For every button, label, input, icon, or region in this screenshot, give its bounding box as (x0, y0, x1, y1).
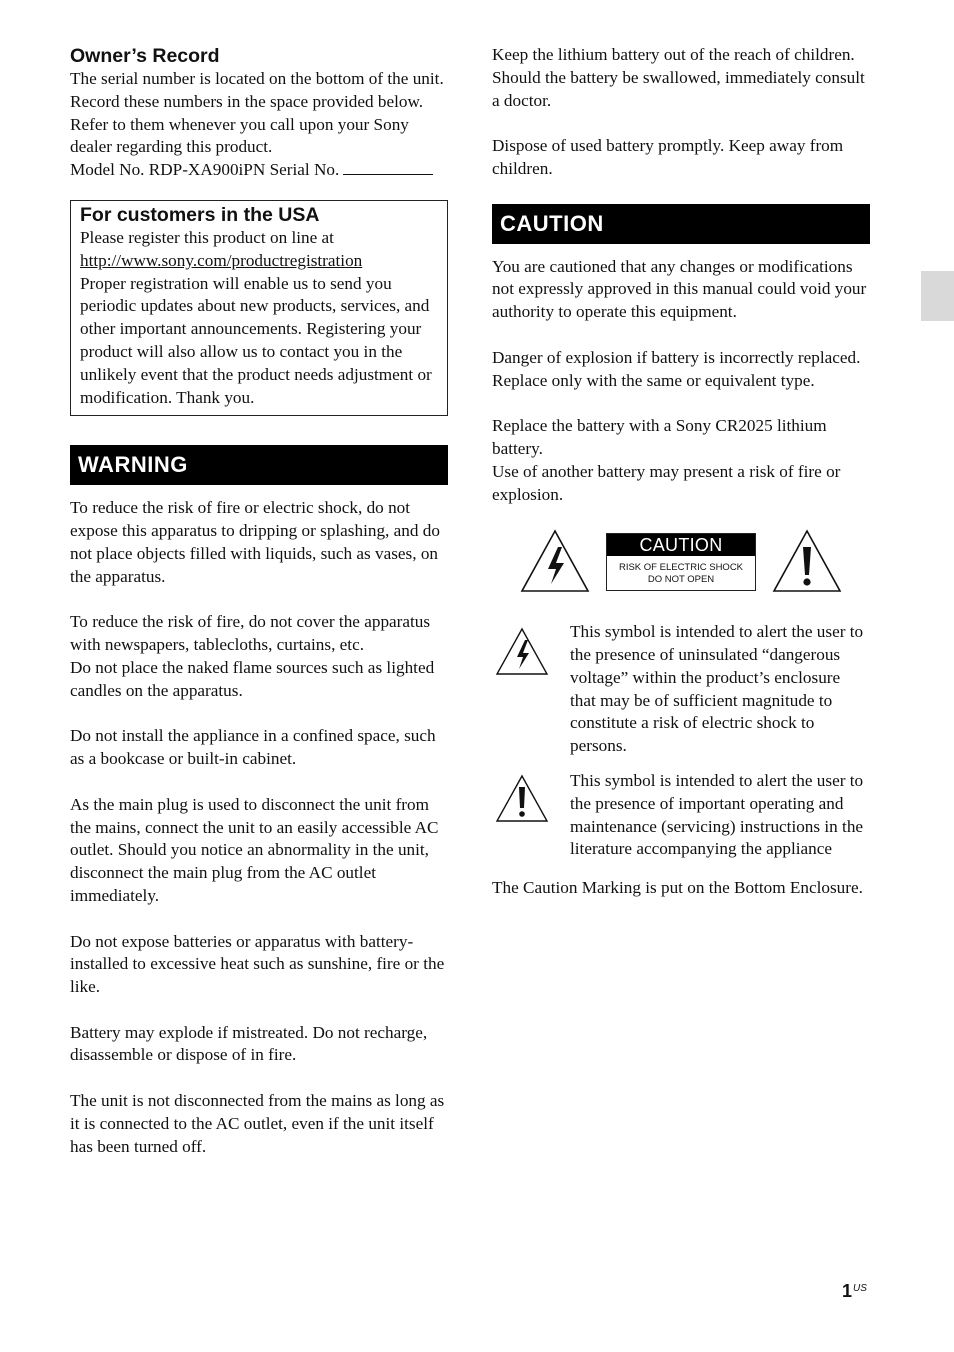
lightning-triangle-icon (495, 627, 549, 677)
exclamation-triangle-icon (495, 774, 549, 824)
warning-paragraph: Do not place the naked flame sources such as lighted candles on the apparatus. (70, 657, 435, 700)
exclamation-triangle-icon (772, 529, 842, 593)
owners-record-section (70, 44, 448, 182)
lightning-triangle-icon (520, 529, 590, 593)
right-column (492, 44, 870, 923)
warning-paragraph: The unit is not disconnected from the mains as long as it is connected to the AC outlet, even if the unit itself has been turned off. (70, 1091, 445, 1156)
section-tab (921, 271, 954, 321)
lightning-symbol-text: This symbol is intended to alert the user to the presence of uninsulated “dangerous voltage” within the product’s enclosure that may be of sufficient magnitude to constitute a risk of electric shock to persons. (570, 622, 864, 756)
page-number (842, 1281, 867, 1302)
dispose-battery-paragraph: Dispose of used battery promptly. Keep away from children. (492, 136, 844, 178)
warning-paragraph: Do not install the appliance in a confined space, such as a bookcase or built-in cabinet. (70, 726, 436, 769)
battery-children-paragraph: Keep the lithium battery out of the reach of children. Should the battery be swallowed, immediately consult a doctor. (492, 45, 865, 110)
page-number-suffix: US (853, 1283, 867, 1294)
owners-record-heading: Owner’s Record (70, 45, 220, 67)
warning-paragraph: Battery may explode if mistreated. Do not recharge, disassemble or dispose of in fire. (70, 1022, 428, 1065)
usa-customers-box (70, 200, 448, 416)
lightning-symbol-explanation (492, 621, 870, 758)
caution-banner: CAUTION (492, 204, 870, 244)
caution-paragraph: Danger of explosion if battery is incorrectly replaced. Replace only with the same or equivalent type. (492, 347, 861, 390)
serial-number-blank (343, 160, 433, 175)
model-line-text: Model No. RDP-XA900iPN Serial No. (70, 160, 340, 180)
caution-label-line2: DO NOT OPEN (647, 573, 715, 585)
caution-paragraph: Replace the battery with a Sony CR2025 lithium battery. (492, 416, 827, 458)
warning-paragraph: Do not expose batteries or apparatus with battery-installed to excessive heat such as sunshine, fire or the like. (70, 931, 445, 997)
usa-box-link-line (80, 250, 439, 273)
owners-record-body: The serial number is located on the bottom of the unit. Record these numbers in the space provided below. Refer to them whenever you call upon your Sony dealer regarding this product. (70, 69, 444, 157)
page-number-value: 1 (842, 1281, 853, 1301)
caution-label (606, 533, 756, 591)
caution-paragraph: Use of another battery may present a risk of fire or explosion. (492, 461, 841, 504)
caution-label-row (492, 529, 870, 599)
caution-paragraph: You are cautioned that any changes or modifications not expressly approved in this manual could void your authority to operate this equipment. (492, 256, 867, 322)
exclamation-symbol-text: This symbol is intended to alert the user to the presence of important operating and maintenance (servicing) instructions in the literature accompanying the appliance (570, 770, 864, 859)
product-registration-link[interactable]: http://www.sony.com/productregistration (80, 250, 363, 270)
warning-paragraph: To reduce the risk of fire, do not cover the apparatus with newspapers, tablecloths, curtains, etc. (70, 612, 431, 655)
model-line (70, 159, 448, 182)
left-column (70, 44, 448, 1181)
caution-label-line1: RISK OF ELECTRIC SHOCK (618, 562, 744, 574)
caution-marking-note: The Caution Marking is put on the Bottom Enclosure. (492, 878, 863, 898)
exclamation-symbol-explanation (492, 770, 870, 861)
warning-banner: WARNING (70, 445, 448, 485)
caution-label-subtitle (607, 556, 755, 585)
usa-box-heading: For customers in the USA (80, 203, 320, 226)
usa-box-body: Proper registration will enable us to send you periodic updates about new products, services, and other important announcements. Registering your product will also allow us to contact you in the unlikely event that the product needs adjustment or modification. Thank you. (80, 273, 432, 407)
warning-paragraph: To reduce the risk of fire or electric shock, do not expose this apparatus to dripping or splashing, and do not place objects filled with liquids, such as vases, on the apparatus. (70, 498, 440, 586)
usa-box-line1: Please register this product on line at (80, 227, 334, 247)
warning-paragraph: As the main plug is used to disconnect the unit from the mains, connect the unit to an easily accessible AC outlet. Should you notice an abnormality in the unit, disconnect the main plug from the AC outlet immediately. (70, 794, 439, 905)
caution-label-title: CAUTION (607, 534, 755, 556)
